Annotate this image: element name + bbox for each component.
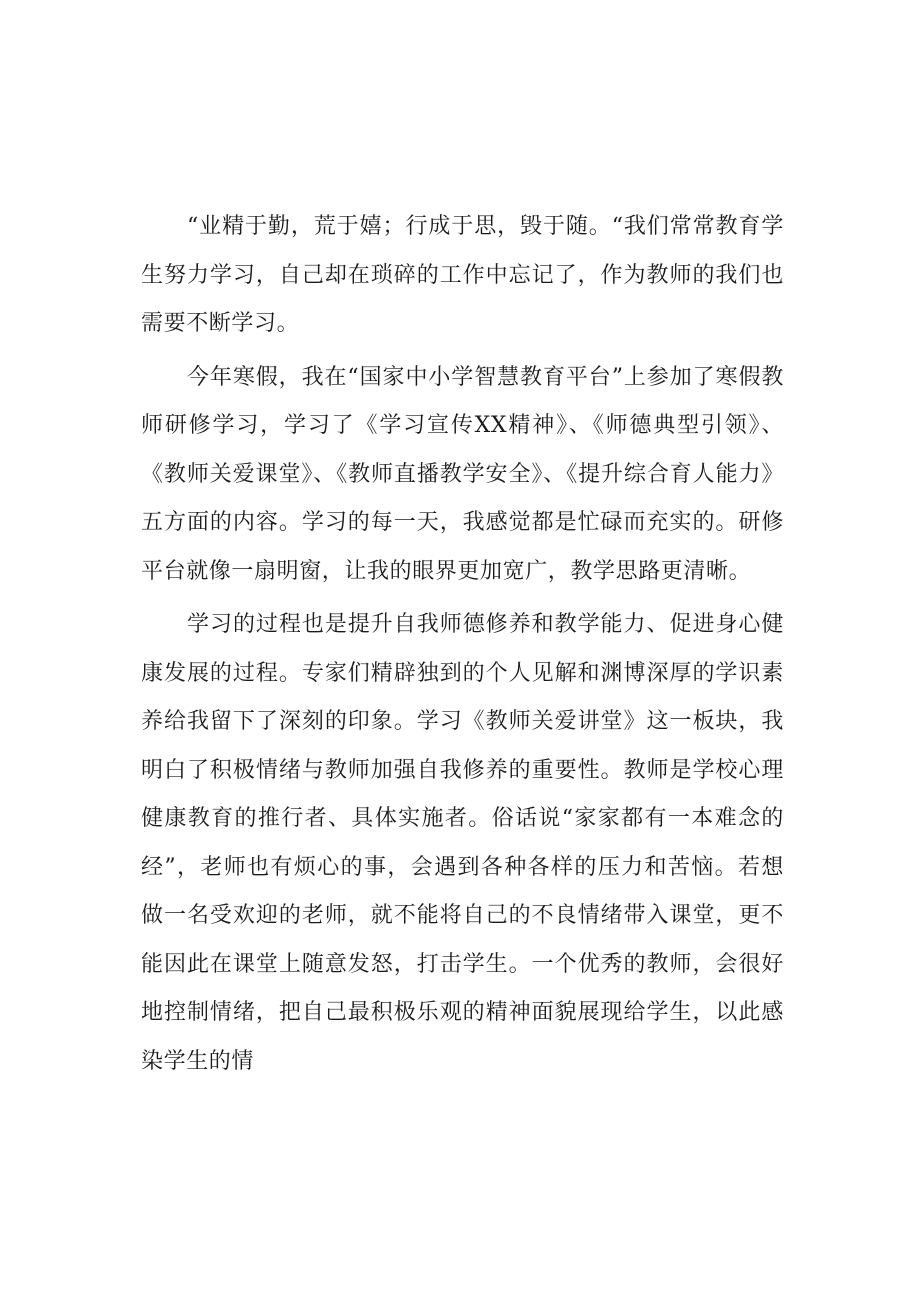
paragraph-3: 学习的过程也是提升自我师德修养和教学能力、促进身心健康发展的过程。专家们精辟独到的个人见解和渊博深厚的学识素养给我留下了深刻的印象。学习《教师关爱讲堂》这一板块，我明白了积极情绪与教师加强自我修养的重要性。教师是学校心理健康教育的推行者、具体实施者。俗话说“家家都有一本难念的经”，老师也有烦心的事，会遇到各种各样的压力和苦恼。若想做一名受欢迎的老师，就不能将自己的不良情绪带入课堂，更不能因此在课堂上随意发怒，打击学生。一个优秀的教师，会很好地控制情绪，把自己最积极乐观的精神面貌展现给学生，以此感染学生的情	[141, 612, 784, 1074]
paragraph-2: 今年寒假，我在“国家中小学智慧教育平台”上参加了寒假教师研修学习，学习了《学习宣传XX精神》、《师德典型引领》、《教师关爱课堂》、《教师直播教学安全》、《提升综合育人能力》五方面的内容。学习的每一天，我感觉都是忙碌而充实的。研修平台就像一扇明窗，让我的眼界更加宽广，教学思路更清晰。	[141, 364, 784, 584]
document-body	[141, 203, 784, 1091]
paragraph-1: “业精于勤，荒于嬉；行成于思，毁于随。“我们常常教育学生努力学习，自己却在琐碎的工作中忘记了，作为教师的我们也需要不断学习。	[141, 214, 784, 336]
